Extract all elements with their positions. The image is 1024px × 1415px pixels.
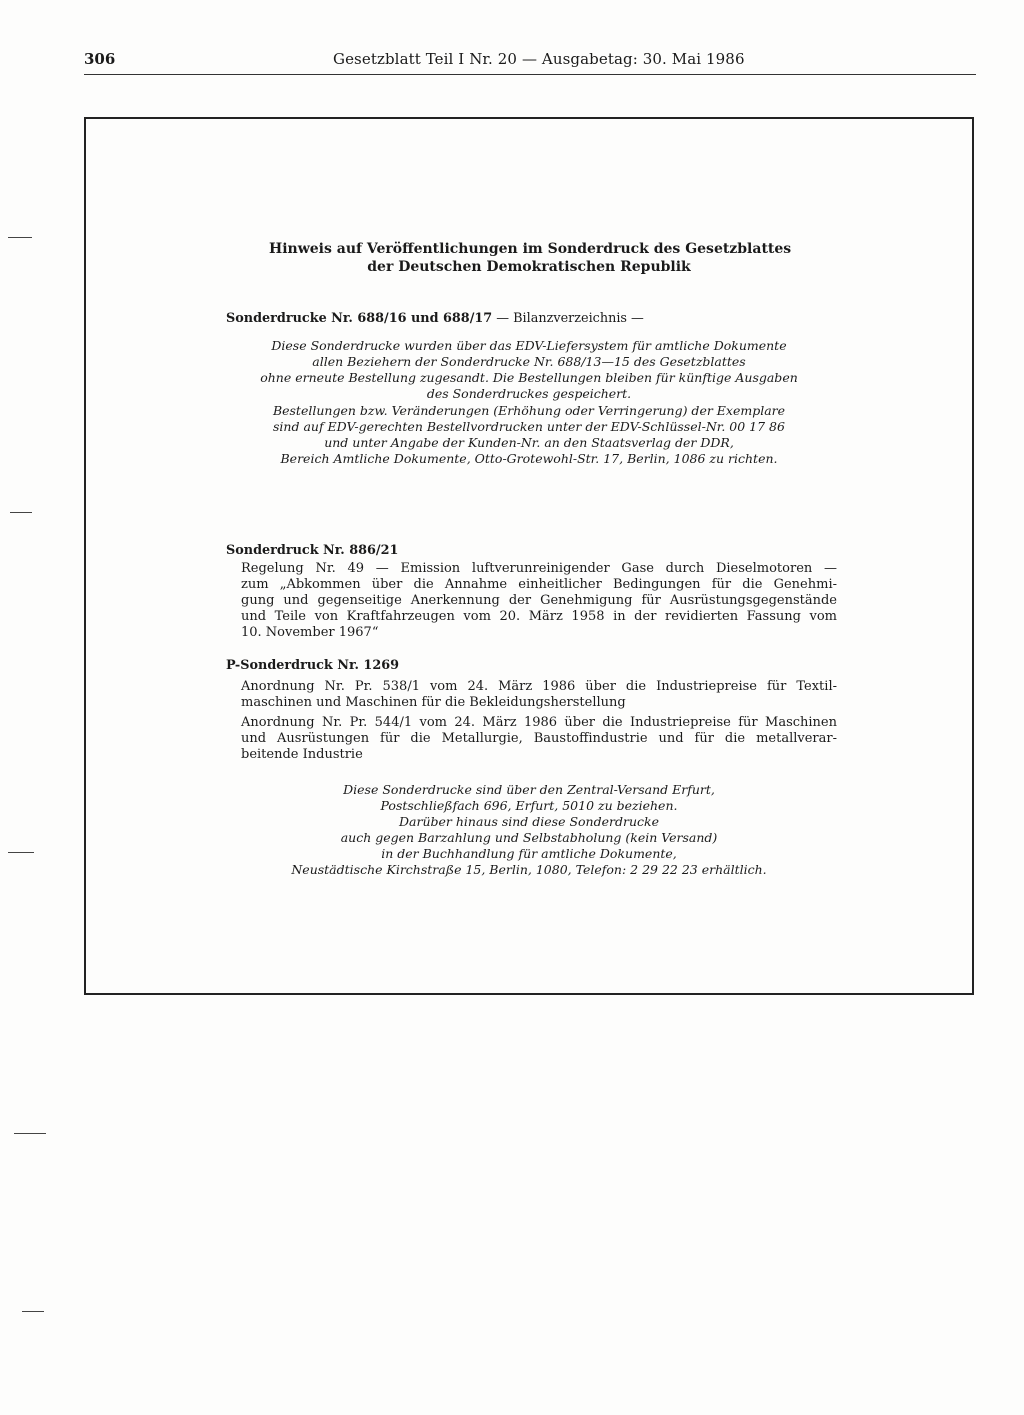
page-header	[84, 50, 976, 75]
section-paragraph	[241, 679, 837, 711]
text-line: allen Beziehern der Sonderdrucke Nr. 688/13—15 des Gesetzblattes	[312, 354, 746, 369]
text-line: Darüber hinaus sind diese Sonderdrucke	[399, 814, 659, 829]
page-number: 306	[84, 50, 116, 68]
notice-title	[269, 240, 792, 276]
text-line: Anordnung Nr. Pr. 538/1 vom 24. März 1986 über die Industriepreise für Textil-	[241, 679, 837, 694]
text-line: auch gegen Barzahlung und Selbstabholung (kein Versand)	[340, 830, 718, 845]
scan-margin-mark	[8, 237, 32, 238]
text-line: 10. November 1967“	[241, 625, 379, 640]
text-line: Bereich Amtliche Dokumente, Otto-Grotewohl-Str. 17, Berlin, 1086 zu richten.	[280, 451, 778, 466]
text-line: maschinen und Maschinen für die Bekleidungsherstellung	[241, 695, 626, 710]
section-paragraph	[229, 338, 829, 402]
notice-frame	[84, 117, 974, 995]
section-heading: P-Sonderdruck Nr. 1269	[226, 658, 400, 673]
notice-title-line: der Deutschen Demokratischen Republik	[367, 259, 691, 275]
closing-note	[229, 782, 829, 878]
text-line: sind auf EDV-gerechten Bestellvordrucken unter der EDV-Schlüssel-Nr. 00 17 86	[273, 419, 785, 434]
text-line: Bestellungen bzw. Veränderungen (Erhöhung oder Verringerung) der Exemplare	[272, 403, 786, 418]
running-head: Gesetzblatt Teil I Nr. 20 — Ausgabetag: 30. Mai 1986	[333, 50, 745, 68]
notice-title-line: Hinweis auf Veröffentlichungen im Sonderdruck des Gesetzblattes	[269, 241, 792, 257]
text-line: des Sonderdruckes gespeichert.	[426, 386, 632, 401]
text-line: zum „Abkommen über die Annahme einheitlicher Bedingungen für die Genehmi-	[241, 577, 837, 592]
section-heading: Sonderdruck Nr. 886/21	[226, 543, 399, 558]
section-heading	[226, 311, 644, 326]
section-paragraph	[229, 403, 829, 467]
text-line: beitende Industrie	[241, 747, 363, 762]
text-line: ohne erneute Bestellung zugesandt. Die Bestellungen bleiben für künftige Ausgaben	[260, 370, 798, 385]
text-line: und Teile von Kraftfahrzeugen vom 20. März 1958 in der revidierten Fassung vom	[241, 609, 837, 624]
text-line: und unter Angabe der Kunden-Nr. an den Staatsverlag der DDR,	[324, 435, 734, 450]
section-paragraph	[241, 715, 837, 763]
text-line: Anordnung Nr. Pr. 544/1 vom 24. März 1986 über die Industriepreise für Maschinen	[241, 715, 837, 730]
scan-margin-mark	[10, 512, 32, 513]
text-line: Diese Sonderdrucke sind über den Zentral-Versand Erfurt,	[343, 782, 715, 797]
text-line: in der Buchhandlung für amtliche Dokumente,	[381, 846, 677, 861]
scan-margin-mark	[14, 1133, 46, 1134]
text-line: Neustädtische Kirchstraße 15, Berlin, 1080, Telefon: 2 29 22 23 erhältlich.	[291, 862, 767, 877]
scan-margin-mark	[8, 852, 34, 853]
section-paragraph	[241, 561, 837, 641]
text-line: Regelung Nr. 49 — Emission luftverunreinigender Gase durch Dieselmotoren —	[241, 561, 837, 576]
section-heading-bold: Sonderdrucke Nr. 688/16 und 688/17	[226, 311, 493, 326]
text-line: gung und gegenseitige Anerkennung der Genehmigung für Ausrüstungsgegenstände	[241, 593, 837, 608]
text-line: Diese Sonderdrucke wurden über das EDV-Liefersystem für amtliche Dokumente	[271, 338, 787, 353]
text-line: Postschließfach 696, Erfurt, 5010 zu beziehen.	[380, 798, 678, 813]
text-line: und Ausrüstungen für die Metallurgie, Baustoffindustrie und für die metallverar-	[241, 731, 837, 746]
scan-margin-mark	[22, 1311, 44, 1312]
section-heading-subtitle: — Bilanzverzeichnis —	[492, 311, 644, 326]
